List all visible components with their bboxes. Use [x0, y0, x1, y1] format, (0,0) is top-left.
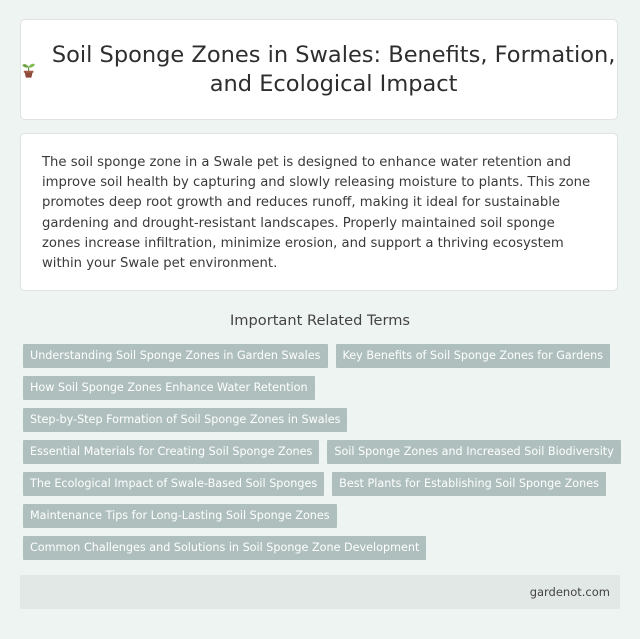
terms-row	[23, 376, 623, 400]
term-tag[interactable]: Best Plants for Establishing Soil Sponge Zones	[332, 472, 606, 496]
footer	[20, 575, 620, 609]
terms-row	[23, 344, 623, 368]
terms-row	[23, 536, 623, 560]
term-tag[interactable]: Essential Materials for Creating Soil Sponge Zones	[23, 440, 319, 464]
related-terms-heading: Important Related Terms	[229, 312, 411, 329]
page-title: Soil Sponge Zones in Swales: Benefits, Formation, and Ecological Impact	[51, 41, 616, 97]
terms-row	[23, 504, 623, 528]
description-card	[20, 133, 618, 291]
description-text: The soil sponge zone in a Swale pet is designed to enhance water retention and improve soil health by capturing and slowly releasing moisture to plants. This zone promotes deep root growth and reduces runoff, making it ideal for sustainable gardening and drought-resistant landscapes. Properly maintained soil sponge zones increase infiltration, minimize erosion, and support a thriving ecosystem within your Swale pet environment.	[42, 155, 591, 272]
term-tag[interactable]: Soil Sponge Zones and Increased Soil Biodiversity	[327, 440, 620, 464]
title-wrap	[21, 41, 617, 99]
term-tag[interactable]: Understanding Soil Sponge Zones in Garden Swales	[23, 344, 328, 368]
terms-row	[23, 408, 623, 432]
sprout-icon	[21, 58, 36, 82]
terms-row	[23, 440, 623, 464]
title-card	[20, 19, 618, 120]
footer-site-link[interactable]: gardenot.com	[529, 585, 610, 599]
term-tag[interactable]: Maintenance Tips for Long-Lasting Soil Sponge Zones	[23, 504, 337, 528]
terms-row	[23, 472, 623, 496]
related-terms-list	[23, 344, 623, 568]
term-tag[interactable]: The Ecological Impact of Swale-Based Soil Sponges	[23, 472, 324, 496]
term-tag[interactable]: Key Benefits of Soil Sponge Zones for Gardens	[336, 344, 611, 368]
term-tag[interactable]: Common Challenges and Solutions in Soil Sponge Zone Development	[23, 536, 426, 560]
term-tag[interactable]: Step-by-Step Formation of Soil Sponge Zones in Swales	[23, 408, 347, 432]
term-tag[interactable]: How Soil Sponge Zones Enhance Water Retention	[23, 376, 315, 400]
